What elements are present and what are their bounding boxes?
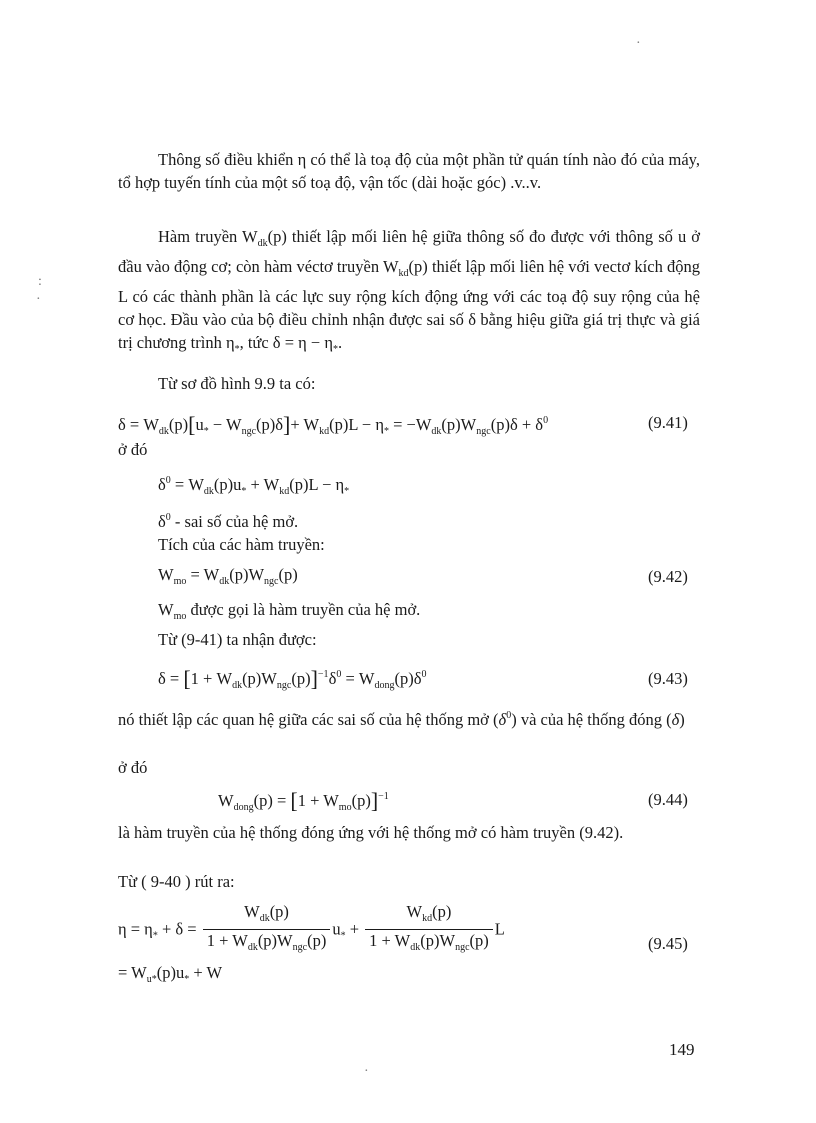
equation-9-43: $\delta = [1 + W_{dk}(p)W_{ngc}(p)]^{-1}\delta^0 = W_{dong}(p)\delta^0$	[158, 666, 427, 691]
paragraph-6: Tích của các hàm truyền:	[158, 535, 325, 554]
paragraph-10: ở đó	[118, 758, 148, 777]
equation-number-9-43: (9.43)	[648, 669, 688, 688]
stray-mark: ·	[36, 292, 41, 307]
paragraph-7: $W_{mo}$ được gọi là hàm truyền của hệ mở.	[158, 600, 421, 622]
paragraph-12: Từ ( 9-40 ) rút ra:	[118, 872, 235, 891]
equation-9-45: $\eta = \eta_* + \delta$ = $\frac{W_{dk}(p)}{1 + W_{dk}(p)W_{ngc}(p)}$ $u_*$ + $\frac{W_{kd}(p)}{1 + W_{dk}(p)W_{ngc}(p)}$ L	[118, 902, 505, 959]
paragraph-3: Từ sơ đồ hình 9.9 ta có:	[158, 374, 316, 393]
equation-number-9-42: (9.42)	[648, 567, 688, 586]
equation-9-41: $\delta = W_{dk}(p)[u_* - W_{ngc}(p)\delta]+ W_{kd}(p)L - \eta_* = -W_{dk}(p)W_{ngc}(p)\delta + \delta^0$	[118, 412, 549, 437]
paragraph-5: $\delta^0$ - sai số của hệ mở.	[158, 512, 299, 531]
equation-number-9-44: (9.44)	[648, 790, 688, 809]
fraction-2: $\frac{W_{kd}(p)}{1 + W_{dk}(p)W_{ngc}(p)}$	[365, 902, 493, 959]
equation-9-44: $W_{dong}(p) = [1 + W_{mo}(p)]^{-1}$	[218, 788, 389, 813]
equation-number-9-41: (9.41)	[648, 413, 688, 432]
fraction-1: $\frac{W_{dk}(p)}{1 + W_{dk}(p)W_{ngc}(p)}$	[203, 902, 331, 959]
page-number: 149	[669, 1040, 695, 1059]
paragraph-11: là hàm truyền của hệ thống đóng ứng với hệ thống mở có hàm truyền (9.42).	[118, 823, 624, 842]
equation-number-9-45: (9.45)	[648, 934, 688, 953]
equation-9-42: $W_{mo} = W_{dk}(p)W_{ngc}(p)$	[158, 565, 298, 587]
paragraph-8: Từ (9-41) ta nhận được:	[158, 630, 317, 649]
paragraph-2: Hàm truyền $W_{dk}(p)$ thiết lập mối liên hệ giữa thông số đo được với thông số u ở đầu vào động cơ; còn hàm véctơ truyền $W_{kd}(p)$ thiết lập mối liên hệ với vectơ kích động L có các thành phần là các lực suy rộng kích động ứng với các toạ độ suy rộng của hệ cơ học. Đầu vào của bộ điều chỉnh nhận được sai số δ bằng hiệu giữa giá trị thực và giá trị chương trình $\eta_*$, tức $\delta = \eta - \eta_*$.	[118, 227, 700, 355]
paragraph-4: ở đó	[118, 440, 148, 459]
equation-delta0: $\delta^0 = W_{dk}(p)u_* + W_{kd}(p)L - \eta_*$	[158, 475, 350, 497]
paragraph-1: Thông số điều khiển η có thể là toạ độ của một phần tử quán tính nào đó của máy, tổ hợp tuyến tính của một số toạ độ, vận tốc (dài hoặc góc) .v..v.	[118, 150, 700, 192]
stray-mark: :	[38, 274, 42, 289]
equation-9-45-continued: = $W_{u*}(p)u_* + W$	[118, 963, 223, 985]
stray-mark: ·	[636, 36, 641, 51]
stray-mark: ·	[364, 1064, 369, 1079]
paragraph-9: nó thiết lập các quan hệ giữa các sai số của hệ thống mở $(\delta^0)$ và của hệ thống đóng (δ)	[118, 710, 685, 729]
